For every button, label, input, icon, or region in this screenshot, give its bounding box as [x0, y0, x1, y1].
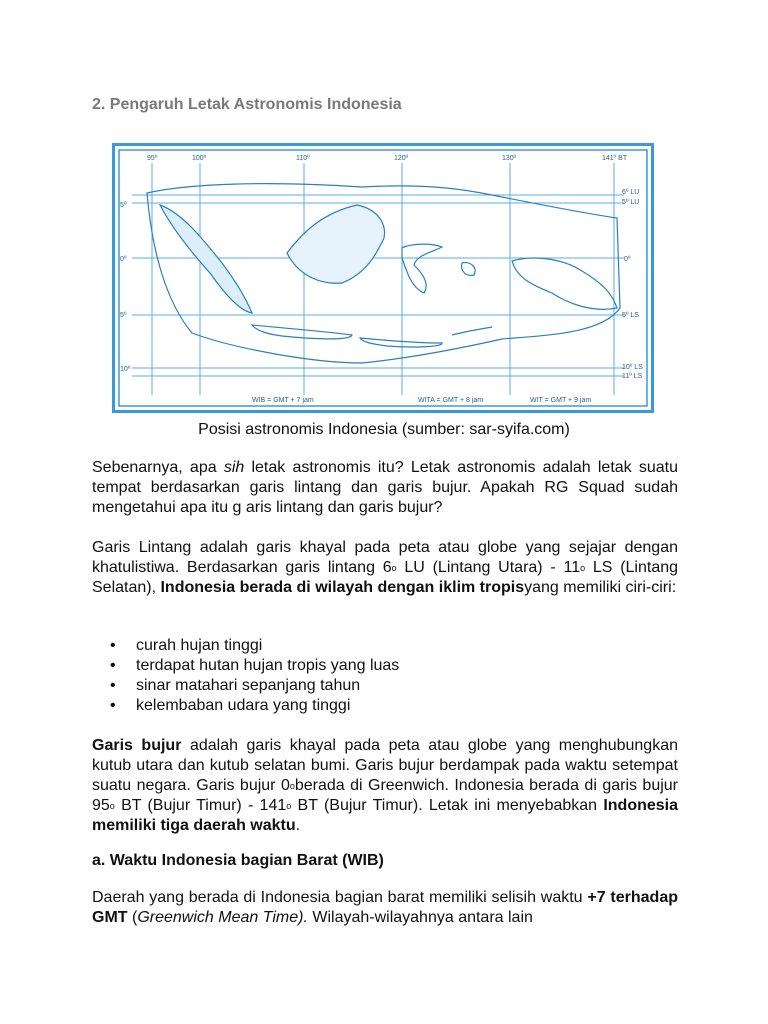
map-caption: Posisi astronomis Indonesia (sumber: sar-syifa.com)	[198, 421, 570, 438]
lat-right-0: 0º	[624, 256, 631, 263]
lat-right-10ls: 10º LS	[622, 364, 643, 371]
zone-label-wit: WIT = GMT + 9 jam	[530, 397, 592, 404]
paragraph-intro: Sebenarnya, apa sih letak astronomis itu? Letak astronomis adalah letak suatu tempat berdasarkan garis lintang dan garis bujur. Apakah RG Squad sudah mengetahui apa itu g aris lintang dan garis bujur?	[92, 459, 678, 516]
climate-features-list	[110, 636, 399, 716]
lat-right-11ls: 11º LS	[622, 373, 643, 380]
paragraph-latitude: Garis Lintang adalah garis khayal pada peta atau globe yang sejajar dengan khatulistiwa. Berdasarkan garis lintang 6o LU (Lintang Utara) - 11o LS (Lintang Selatan), Indonesia berada di wilayah dengan iklim tropisyang memiliki ciri-ciri:	[92, 539, 679, 596]
paragraph-wib: Daerah yang berada di Indonesia bagian barat memiliki selisih waktu +7 terhadap GMT (Greenwich Mean Time). Wilayah-wilayahnya antara lain	[92, 889, 678, 926]
zone-label-wita: WITA = GMT + 8 jam	[418, 397, 484, 404]
list-item: • kelembaban udara yang tinggi	[110, 696, 399, 716]
lat-left-0: 0º	[120, 256, 127, 263]
lon-label-141: 141º BT	[602, 155, 628, 162]
lat-left-5s: 5º	[120, 312, 127, 319]
lon-label-110: 110º	[296, 155, 310, 162]
lon-label-130: 130º	[502, 155, 517, 162]
lon-label-100: 100º	[192, 155, 207, 162]
zone-label-wib: WIB = GMT + 7 jam	[252, 397, 314, 404]
list-item: • curah hujan tinggi	[110, 636, 399, 656]
list-item: • sinar matahari sepanjang tahun	[110, 676, 399, 696]
lat-left-10s: 10º	[120, 366, 131, 373]
section-heading: 2. Pengaruh Letak Astronomis Indonesia	[92, 96, 402, 113]
subheading-wib: a. Waktu Indonesia bagian Barat (WIB)	[92, 852, 384, 869]
lat-left-5n: 5º	[120, 202, 127, 209]
indonesia-map	[112, 143, 654, 413]
list-item: • terdapat hutan hujan tropis yang luas	[110, 656, 399, 676]
lat-right-6lu: 6º LU	[622, 189, 640, 196]
lat-right-5ls: 5º LS	[622, 312, 639, 319]
map-frame	[114, 145, 653, 412]
lat-right-5lu: 5º LU	[622, 199, 640, 206]
lon-label-95: 95º	[147, 155, 158, 162]
paragraph-longitude: Garis bujur adalah garis khayal pada peta atau globe yang menghubungkan kutub utara dan kutub selatan bumi. Garis bujur berdampak pada waktu setempat suatu negara. Garis bujur 0oberada di Greenwich. Indonesia berada di garis bujur 95o BT (Bujur Timur) - 141o BT (Bujur Timur). Letak ini menyebabkan Indonesia memiliki tiga daerah waktu.	[92, 737, 679, 834]
lon-label-120: 120º	[394, 155, 409, 162]
